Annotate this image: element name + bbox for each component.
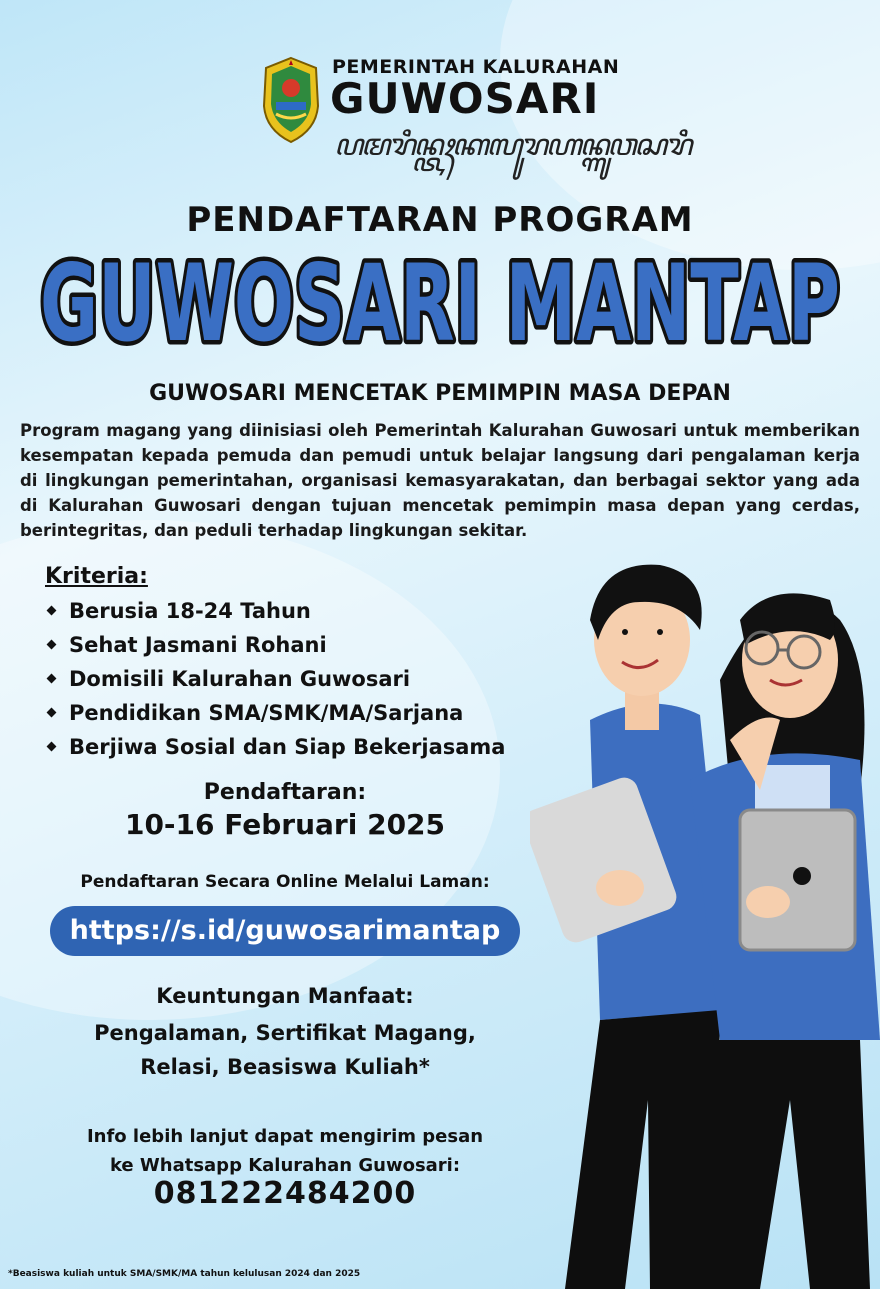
kriteria-item-label: Berjiwa Sosial dan Siap Bekerjasama [69, 735, 506, 759]
program-title-text: GUWOSARI MANTAP [40, 242, 840, 365]
org-javanese-script: ꦥꦩꦫꦶꦤ꧀ꦠꦃꦏꦭꦸꦫꦲꦤ꧀ꦒꦸꦮꦱꦫꦶ [334, 128, 691, 163]
kriteria-item-label: Berusia 18-24 Tahun [69, 599, 311, 623]
students-illustration [530, 540, 880, 1289]
list-item [44, 628, 505, 662]
kriteria-list [44, 594, 505, 764]
diamond-bullet-icon [47, 673, 57, 683]
whatsapp-number[interactable]: 081222484200 [153, 1176, 417, 1211]
diamond-bullet-icon [47, 741, 57, 751]
program-title [30, 230, 850, 370]
online-registration-label: Pendaftaran Secara Online Melalui Laman: [80, 872, 490, 892]
pendaftaran-date: 10-16 Februari 2025 [124, 808, 446, 841]
list-item [44, 662, 505, 696]
kriteria-title: Kriteria: [45, 564, 148, 589]
benefit-title: Keuntungan Manfaat: [156, 984, 414, 1008]
footnote: *Beasiswa kuliah untuk SMA/SMK/MA tahun kelulusan 2024 dan 2025 [8, 1269, 361, 1279]
contact-line: Info lebih lanjut dapat mengirim pesan [86, 1126, 484, 1147]
contact-info [30, 1122, 540, 1180]
program-description: Program magang yang diinisiasi oleh Pemerintah Kalurahan Guwosari untuk memberikan kesempatan kepada pemuda dan pemudi untuk belajar langsung dari pengalaman kerja di lingkungan pemerintahan, organisasi kemasyarakatan, dan berbagai sektor yang ada di Kalurahan Guwosari dengan tujuan mencetak pemimpin masa depan yang cerdas, berintegritas, dan peduli terhadap lingkungan sekitar. [20, 421, 860, 540]
pendaftaran-label: Pendaftaran: [203, 780, 367, 805]
diamond-bullet-icon [47, 605, 57, 615]
kalurahan-emblem-icon [258, 56, 324, 144]
registration-link[interactable]: https://s.id/guwosarimantap [50, 906, 520, 956]
program-subtitle: PENDAFTARAN PROGRAM [186, 200, 694, 240]
org-top-label: PEMERINTAH KALURAHAN [332, 56, 620, 78]
kriteria-item-label: Domisili Kalurahan Guwosari [69, 667, 411, 691]
org-name: GUWOSARI [330, 74, 600, 123]
benefit-items [30, 1016, 540, 1084]
contact-line: ke Whatsapp Kalurahan Guwosari: [109, 1155, 461, 1176]
diamond-bullet-icon [47, 707, 57, 717]
list-item [44, 696, 505, 730]
diamond-bullet-icon [47, 639, 57, 649]
tagline: GUWOSARI MENCETAK PEMIMPIN MASA DEPAN [149, 381, 731, 406]
benefit-line: Pengalaman, Sertifikat Magang, [94, 1021, 476, 1045]
list-item [44, 594, 505, 628]
kriteria-item-label: Sehat Jasmani Rohani [69, 633, 327, 657]
benefit-line: Relasi, Beasiswa Kuliah* [140, 1055, 430, 1079]
header [258, 52, 691, 182]
list-item [44, 730, 505, 764]
kriteria-item-label: Pendidikan SMA/SMK/MA/Sarjana [69, 701, 464, 725]
